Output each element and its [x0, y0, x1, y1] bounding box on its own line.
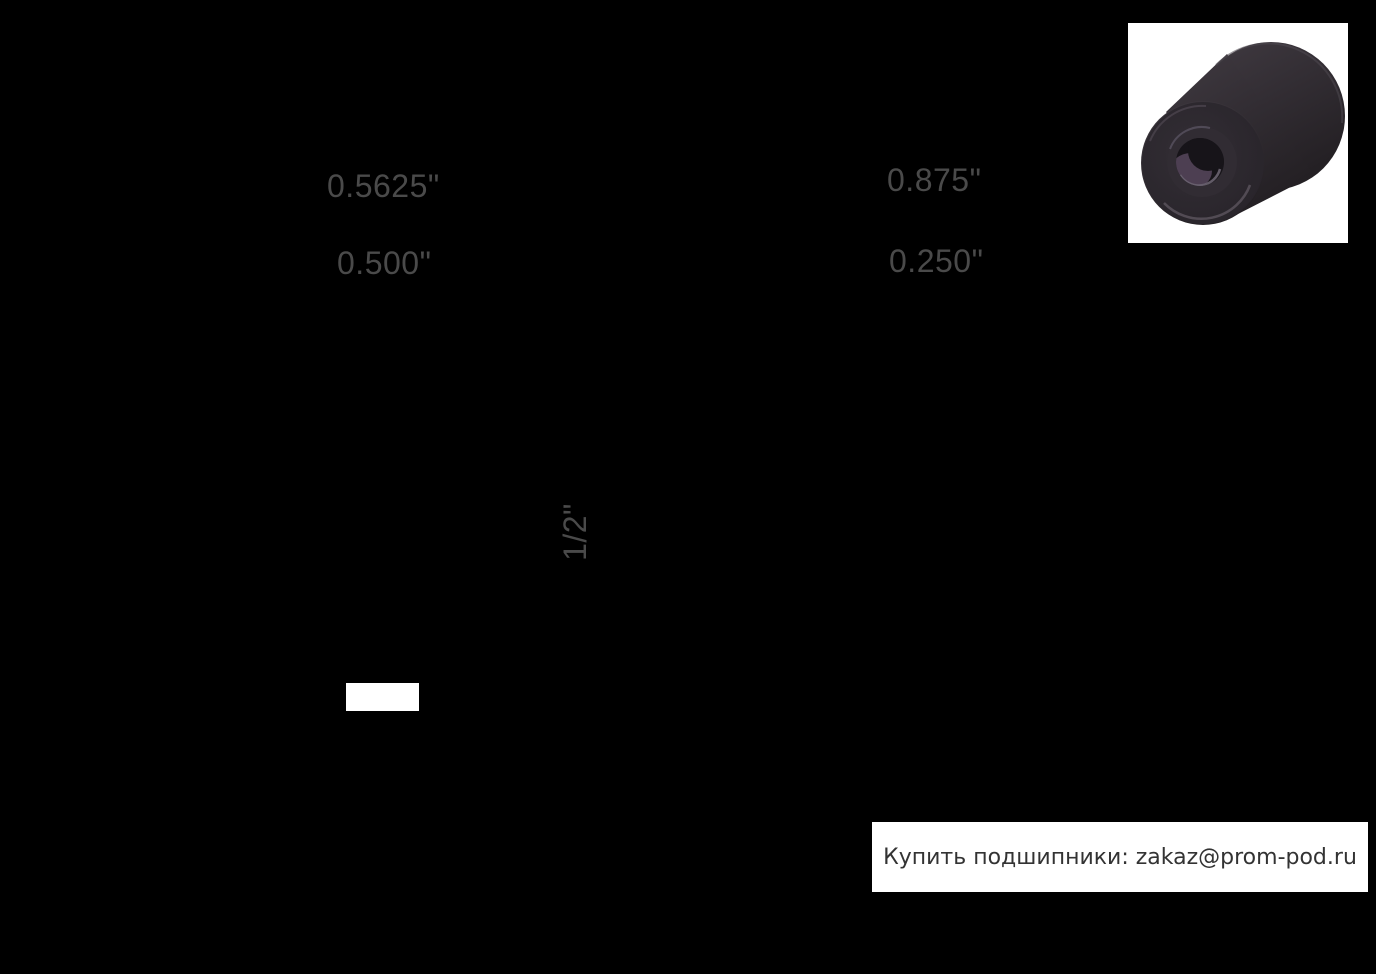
white-patch	[346, 683, 419, 711]
contact-banner[interactable]	[872, 822, 1368, 892]
dim-label-outer-diameter: 0.875"	[887, 162, 982, 198]
dim-label-overall-width: 0.5625"	[327, 168, 440, 204]
bearing-3d-photo-svg	[1128, 23, 1348, 243]
contact-banner-text: Купить подшипники: zakaz@prom-pod.ru	[883, 844, 1357, 870]
bearing-front-face	[1142, 102, 1264, 224]
dim-label-roller-width: 0.500"	[337, 245, 432, 281]
dim-label-side-rotated: 1/2"	[557, 503, 593, 561]
product-photo	[1128, 23, 1348, 243]
dim-label-bore-diameter: 0.250"	[889, 243, 984, 279]
